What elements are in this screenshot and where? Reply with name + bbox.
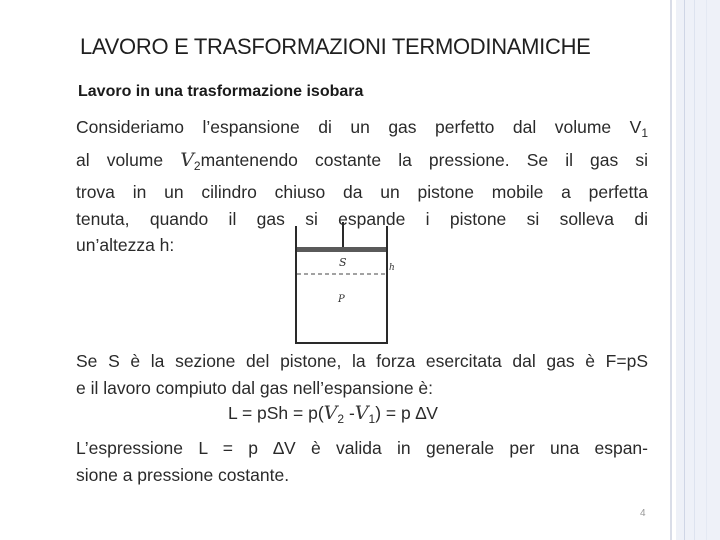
text-line: [76, 147, 648, 180]
decor-line: [684, 0, 685, 540]
paragraph-conclusion: [76, 435, 648, 488]
text-line: un’altezza h:: [76, 235, 175, 255]
math-variable: V: [180, 148, 194, 171]
text-line: L’espressione L = p ∆V è valida in generale per una espan-: [76, 438, 648, 458]
formula-text: L = pSh = p(: [228, 403, 324, 423]
paragraph-force: [76, 348, 648, 401]
decor-line: [694, 0, 695, 540]
piston-label: S: [339, 256, 347, 269]
text-line: trova in un cilindro chiuso da un pistone mobile a perfetta: [76, 182, 648, 202]
subscript: 1: [368, 412, 376, 426]
math-variable: V: [323, 402, 338, 424]
text-line: e il lavoro compiuto dal gas nell’espansione è:: [76, 377, 434, 398]
cylinder-piston-diagram: [286, 220, 406, 346]
work-formula: [228, 402, 438, 426]
text-line: sione a pressione costante.: [76, 464, 290, 485]
decor-stripe: [670, 0, 672, 540]
formula-text: ) = p ∆V: [375, 403, 438, 423]
text-span: Consideriamo l’espansione di un gas perfetto dal volume V: [76, 117, 642, 137]
piston: [297, 247, 386, 252]
text-span: al volume: [76, 149, 181, 170]
slide-title: LAVORO E TRASFORMAZIONI TERMODINAMICHE: [80, 34, 591, 59]
text-line: Se S è la sezione del pistone, la forza esercitata dal gas è F=pS: [76, 351, 648, 371]
height-label: h: [389, 263, 395, 273]
text-line: tenuta, quando il gas si espande i pistone si solleva di: [76, 208, 648, 229]
subscript: 1: [641, 126, 648, 140]
math-variable: V: [354, 402, 369, 424]
decor-band: [676, 0, 720, 540]
formula-text: -: [344, 403, 355, 423]
page-number: 4: [640, 508, 646, 519]
slide-subtitle: Lavoro in una trasformazione isobara: [78, 83, 364, 100]
decor-line: [706, 0, 707, 540]
text-line: [76, 114, 648, 147]
gas-label: P: [338, 294, 345, 305]
subscript: 2: [193, 158, 201, 173]
text-span: mantenendo costante la pressione. Se il gas si: [200, 149, 648, 170]
subscript: 2: [337, 412, 345, 426]
cylinder-walls: [296, 226, 387, 344]
